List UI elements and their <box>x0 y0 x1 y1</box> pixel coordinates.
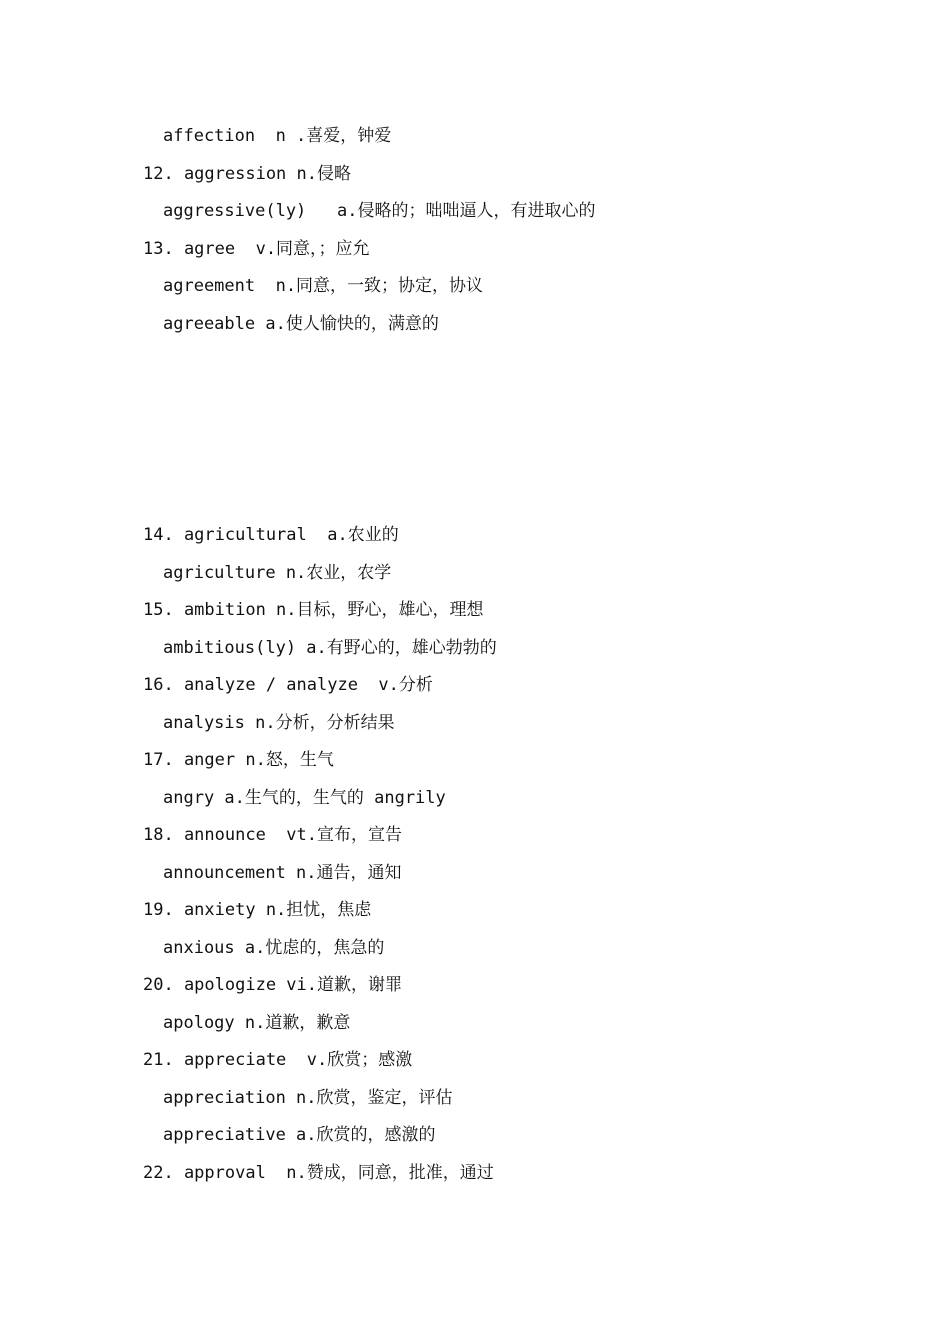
vocab-block-top <box>0 118 950 343</box>
vocab-entry-derived: agreeable a.使人愉快的，满意的 <box>163 313 439 334</box>
vocab-entry-derived: appreciation n.欣赏，鉴定，评估 <box>163 1087 453 1108</box>
vocab-entry-derived: agreement n.同意，一致；协定，协议 <box>163 276 484 296</box>
vocab-entry-derived: appreciative a.欣赏的，感激的 <box>163 1125 436 1145</box>
vocab-entry-numbered: 17. anger n.怒，生气 <box>143 750 334 770</box>
vocab-entry-numbered: 14. agricultural a.农业的 <box>143 525 399 545</box>
vocab-entry-derived: affection n .喜爱，钟爱 <box>163 126 392 146</box>
vocab-entry-derived: angry a.生气的，生气的 angrily <box>163 787 446 808</box>
vocab-entry-derived: anxious a.忧虑的，焦急的 <box>163 937 385 958</box>
vocab-entry-numbered: 12. aggression n.侵略 <box>143 163 351 184</box>
vocab-entry-derived: agriculture n.农业，农学 <box>163 562 392 583</box>
vocab-entry-numbered: 16. analyze / analyze v.分析 <box>143 675 433 695</box>
vocab-entry-numbered: 18. announce vt.宣布，宣告 <box>143 825 402 845</box>
vocab-entry-numbered: 19. anxiety n.担忧，焦虑 <box>143 900 372 920</box>
vocab-block-bottom <box>0 517 950 1192</box>
vocab-entry-derived: ambitious(ly) a.有野心的，雄心勃勃的 <box>163 637 497 658</box>
vocab-entry-numbered: 20. apologize vi.道歉，谢罪 <box>143 975 402 995</box>
vocab-entry-numbered: 15. ambition n.目标，野心，雄心，理想 <box>143 600 484 620</box>
vocab-entry-derived: analysis n.分析，分析结果 <box>163 712 395 733</box>
vocab-entry-derived: apology n.道歉，歉意 <box>163 1012 351 1033</box>
vocab-entry-numbered: 13. agree v.同意，；应允 <box>143 238 370 259</box>
vocab-entry-derived: announcement n.通告，通知 <box>163 862 402 883</box>
vocab-entry-numbered: 21. appreciate v.欣赏；感激 <box>143 1050 413 1070</box>
vocab-entry-numbered: 22. approval n.赞成，同意，批准，通过 <box>143 1162 494 1183</box>
vocab-entry-derived: aggressive(ly) a.侵略的；咄咄逼人，有进取心的 <box>163 201 596 221</box>
